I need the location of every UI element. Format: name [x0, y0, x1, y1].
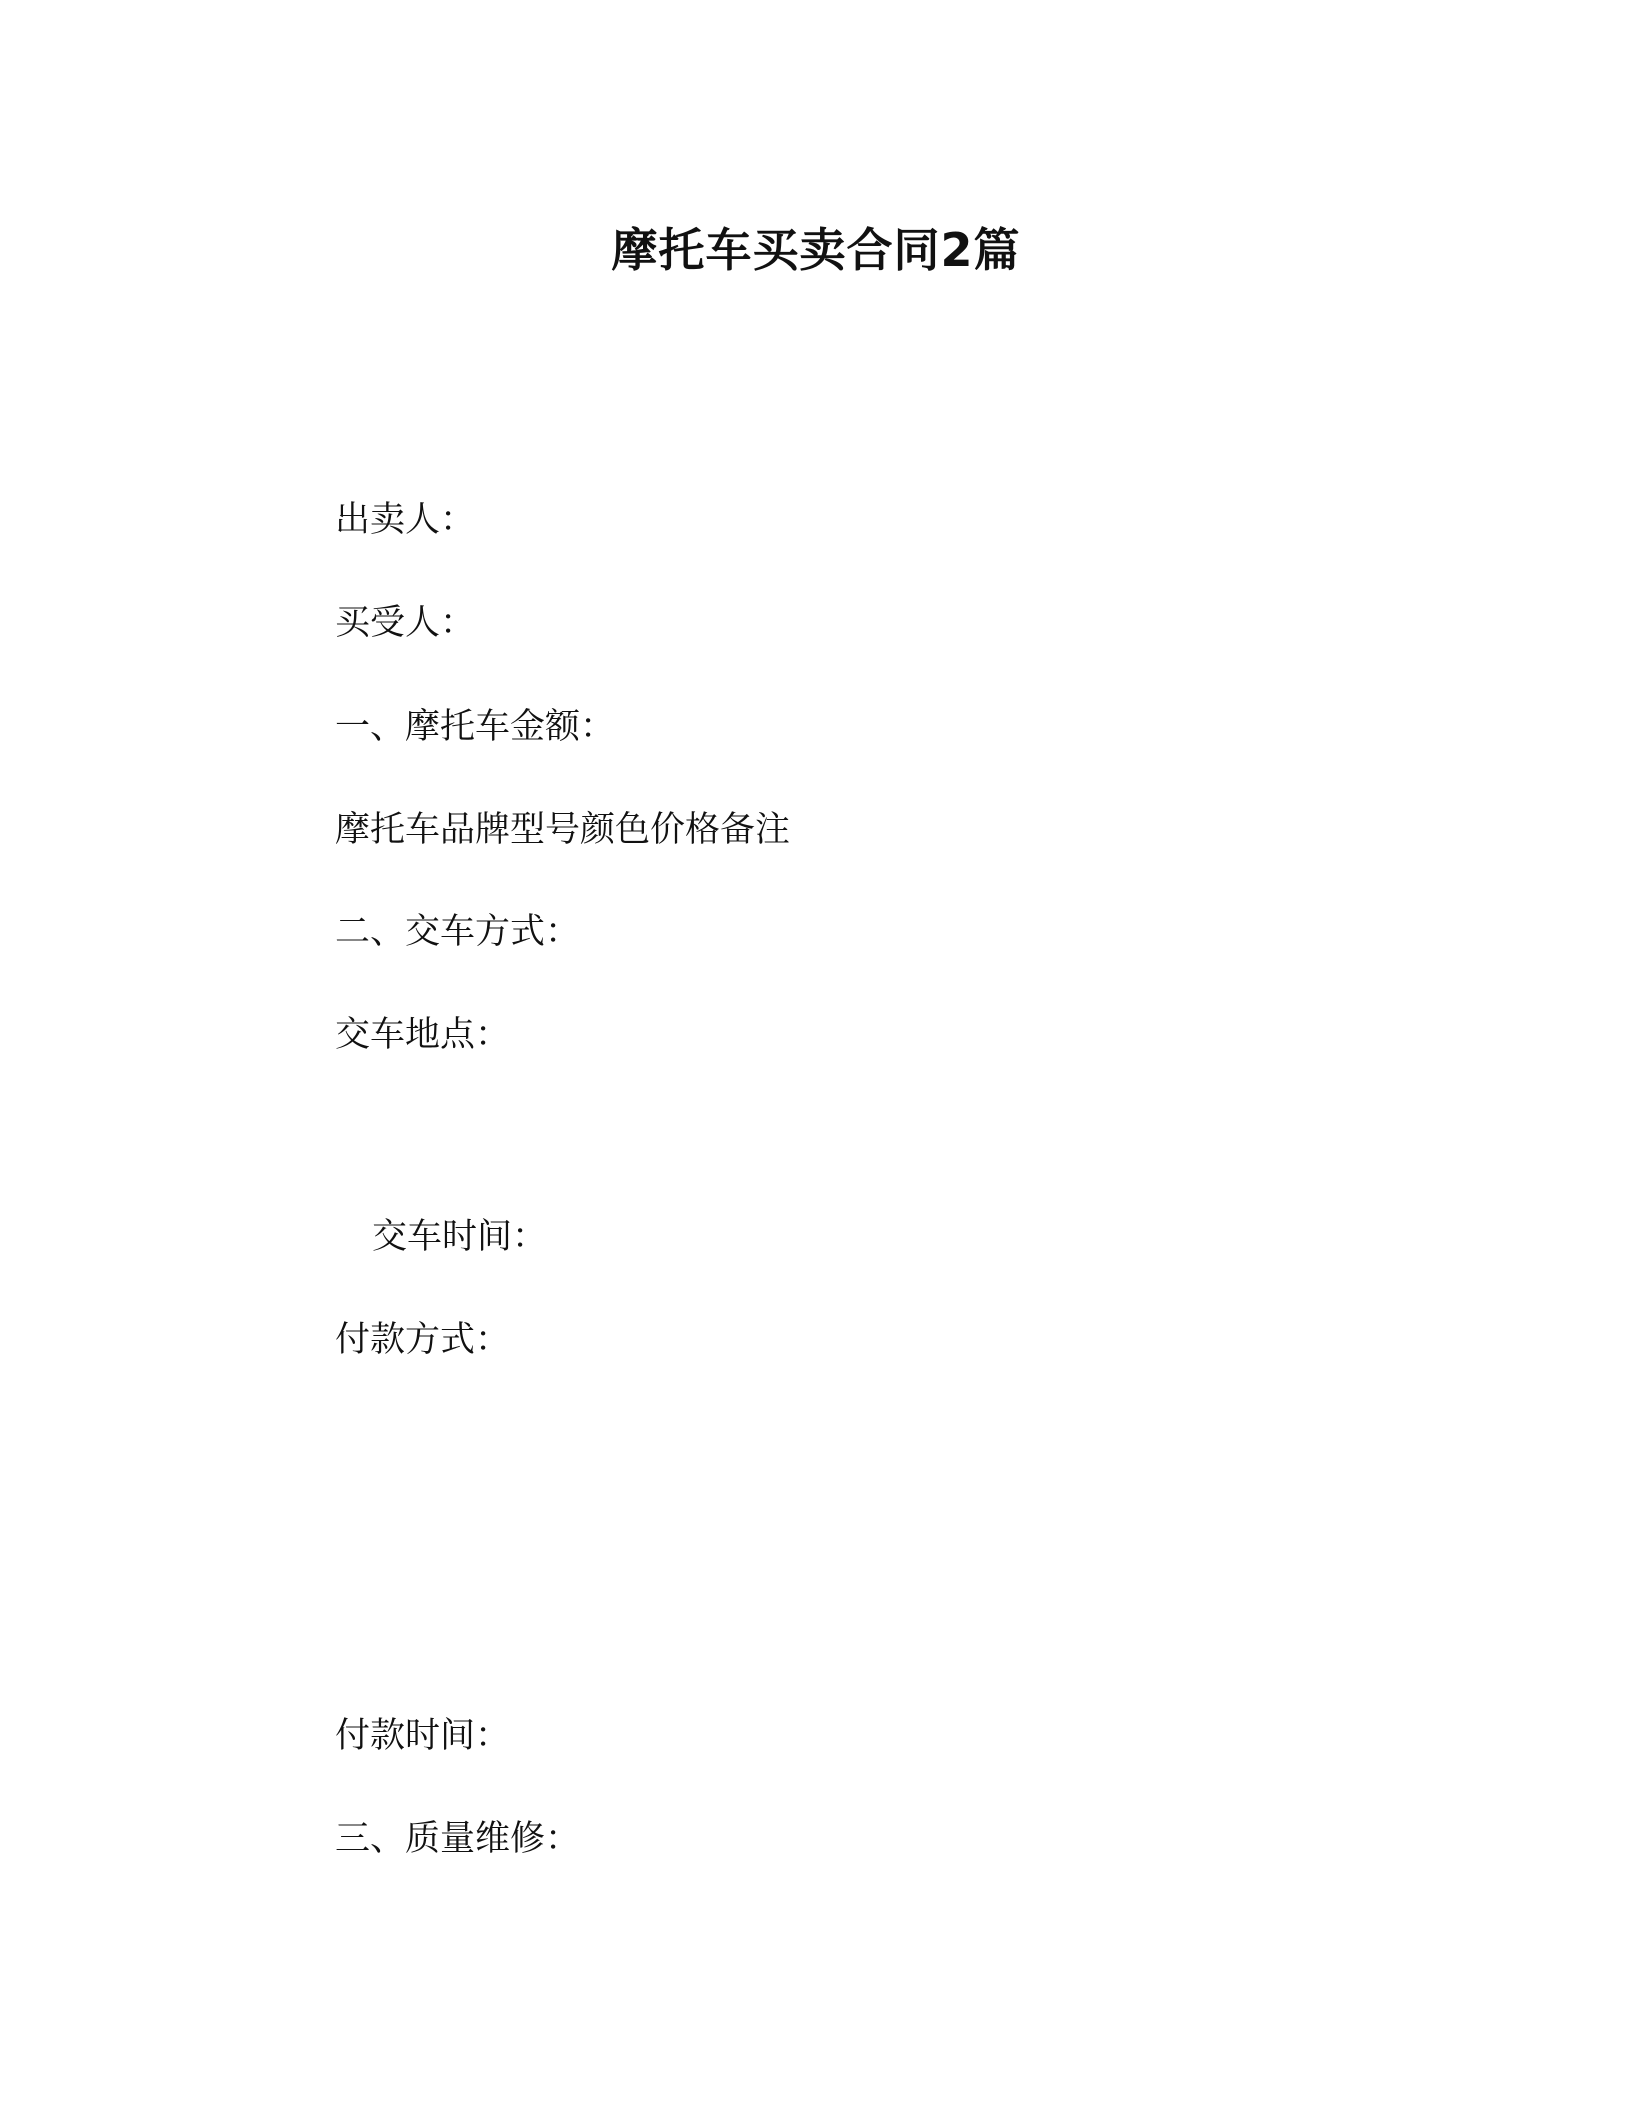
seller-label: 出卖人：	[335, 500, 476, 540]
payment-time-label: 付款时间：	[335, 1716, 511, 1756]
buyer-label: 买受人：	[335, 603, 476, 643]
delivery-place-label: 交车地点：	[335, 1015, 511, 1055]
section-1-heading: 一、摩托车金额：	[335, 707, 616, 747]
section-3-heading: 三、质量维修：	[335, 1819, 581, 1859]
section-2-heading: 二、交车方式：	[335, 912, 581, 952]
delivery-time-label: 交车时间：	[372, 1217, 548, 1257]
payment-method-label: 付款方式：	[335, 1320, 511, 1360]
document-title: 摩托车买卖合同2篇	[611, 223, 1021, 277]
price-table-header: 摩托车品牌型号颜色价格备注	[335, 810, 791, 850]
